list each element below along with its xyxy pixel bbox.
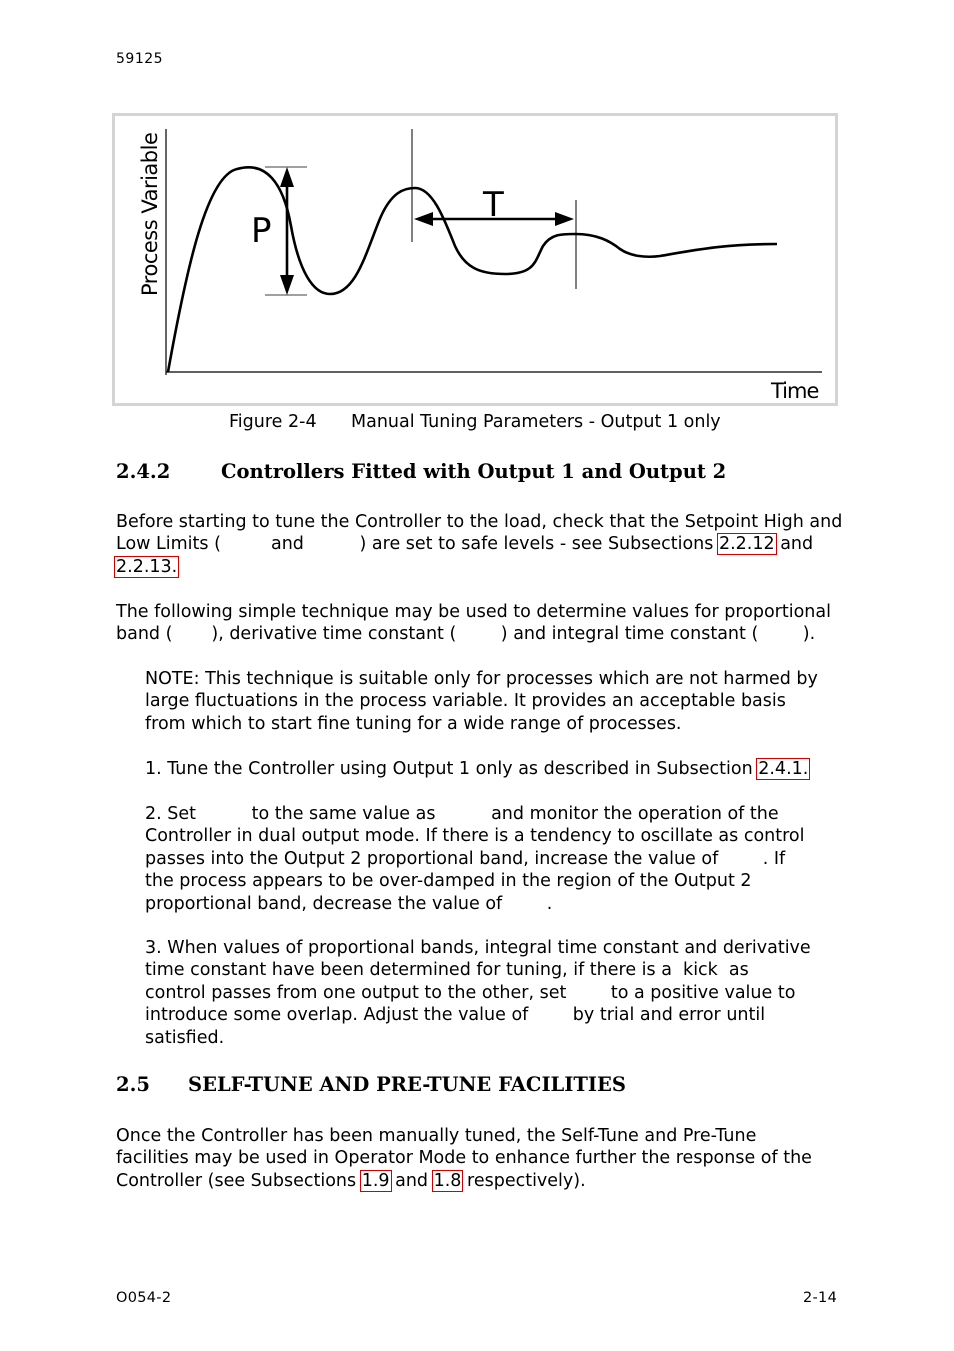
x-axis-label: Time — [771, 379, 819, 403]
text-line: band ( ), derivative time constant ( ) and integral time constant ( ). — [116, 624, 816, 645]
link-subsection-1-8[interactable]: 1.8 — [433, 1170, 462, 1191]
tuning-diagram — [115, 116, 841, 409]
link-subsection-1-9[interactable]: 1.9 — [361, 1170, 390, 1191]
text-line: proportional band, decrease the value of . — [145, 893, 553, 914]
text-line: Before starting to tune the Controller to the load, check that the Setpoint High and — [116, 512, 843, 532]
paragraph-technique-intro — [116, 601, 831, 646]
link-subsection-2-4-1[interactable]: 2.4.1. — [758, 759, 809, 779]
period-arrow-head-left — [414, 212, 433, 226]
text-line: large fluctuations in the process variable. It provides an acceptable basis — [145, 691, 786, 712]
section-number: 2.4.2 — [116, 460, 171, 483]
text-line: from which to start fine tuning for a wide range of processes. — [145, 713, 682, 734]
link-subsection-2-2-13[interactable]: 2.2.13. — [116, 556, 178, 577]
response-curve — [168, 167, 777, 372]
section-title: SELF-TUNE AND PRE-TUNE FACILITIES — [188, 1073, 626, 1096]
figure-tuning-chart — [112, 113, 838, 406]
step-1-paragraph — [145, 758, 808, 780]
text-line: control passes from one output to the other, set to a positive value to — [145, 982, 796, 1003]
text-line: the process appears to be over-damped in the region of the Output 2 — [145, 871, 752, 892]
footer-document-code: O054-2 — [116, 1290, 172, 1306]
text-line: Controller (see Subsections — [116, 1170, 362, 1191]
text-line: introduce some overlap. Adjust the value of by trial and error until — [145, 1005, 766, 1026]
section-number: 2.5 — [116, 1073, 150, 1096]
section-heading-2-5 — [116, 1073, 626, 1096]
text-line: and — [389, 1170, 434, 1191]
step-2-paragraph — [145, 803, 805, 915]
text-line: satisfied. — [145, 1027, 225, 1048]
figure-caption — [229, 412, 721, 432]
text-line: NOTE: This technique is suitable only for processes which are not harmed by — [145, 669, 818, 689]
section-title: Controllers Fitted with Output 1 and Output 2 — [221, 460, 727, 483]
text-line: 1. Tune the Controller using Output 1 only as described in Subsection — [145, 759, 759, 779]
text-line: Low Limits ( and ) are set to safe levels - see Subsections — [116, 534, 719, 555]
text-line: passes into the Output 2 proportional band, increase the value of . If — [145, 848, 786, 869]
paragraph-setpoint-limits — [116, 511, 842, 578]
step-3-paragraph — [145, 937, 811, 1049]
text-line: 2. Set to the same value as and monitor the operation of the — [145, 804, 779, 824]
figure-caption-text: Manual Tuning Parameters - Output 1 only — [351, 412, 721, 432]
text-line: Once the Controller has been manually tuned, the Self-Tune and Pre-Tune — [116, 1126, 757, 1146]
text-line: The following simple technique may be used to determine values for proportional — [116, 602, 831, 622]
document-number: 59125 — [116, 51, 164, 67]
text-line: Controller in dual output mode. If there is a tendency to oscillate as control — [145, 826, 805, 847]
text-line: respectively). — [461, 1170, 586, 1191]
amplitude-label: P — [251, 211, 272, 251]
amplitude-arrow-head-bottom — [280, 275, 294, 295]
link-subsection-2-2-12[interactable]: 2.2.12 — [718, 534, 775, 555]
text-line: 3. When values of proportional bands, integral time constant and derivative — [145, 938, 811, 958]
figure-number: Figure 2-4 — [229, 412, 317, 432]
y-axis-label: Process Variable — [138, 132, 162, 296]
footer-page-number: 2-14 — [803, 1290, 838, 1306]
note-paragraph — [145, 668, 818, 735]
text-line: facilities may be used in Operator Mode to enhance further the response of the — [116, 1148, 812, 1169]
paragraph-self-tune — [116, 1125, 812, 1192]
text-line: time constant have been determined for tuning, if there is a kick as — [145, 960, 749, 981]
amplitude-arrow-head-top — [280, 167, 294, 187]
text-line: and — [774, 534, 814, 555]
period-arrow-head-right — [555, 212, 574, 226]
period-label: T — [483, 185, 504, 225]
section-heading-2-4-2 — [116, 460, 726, 483]
